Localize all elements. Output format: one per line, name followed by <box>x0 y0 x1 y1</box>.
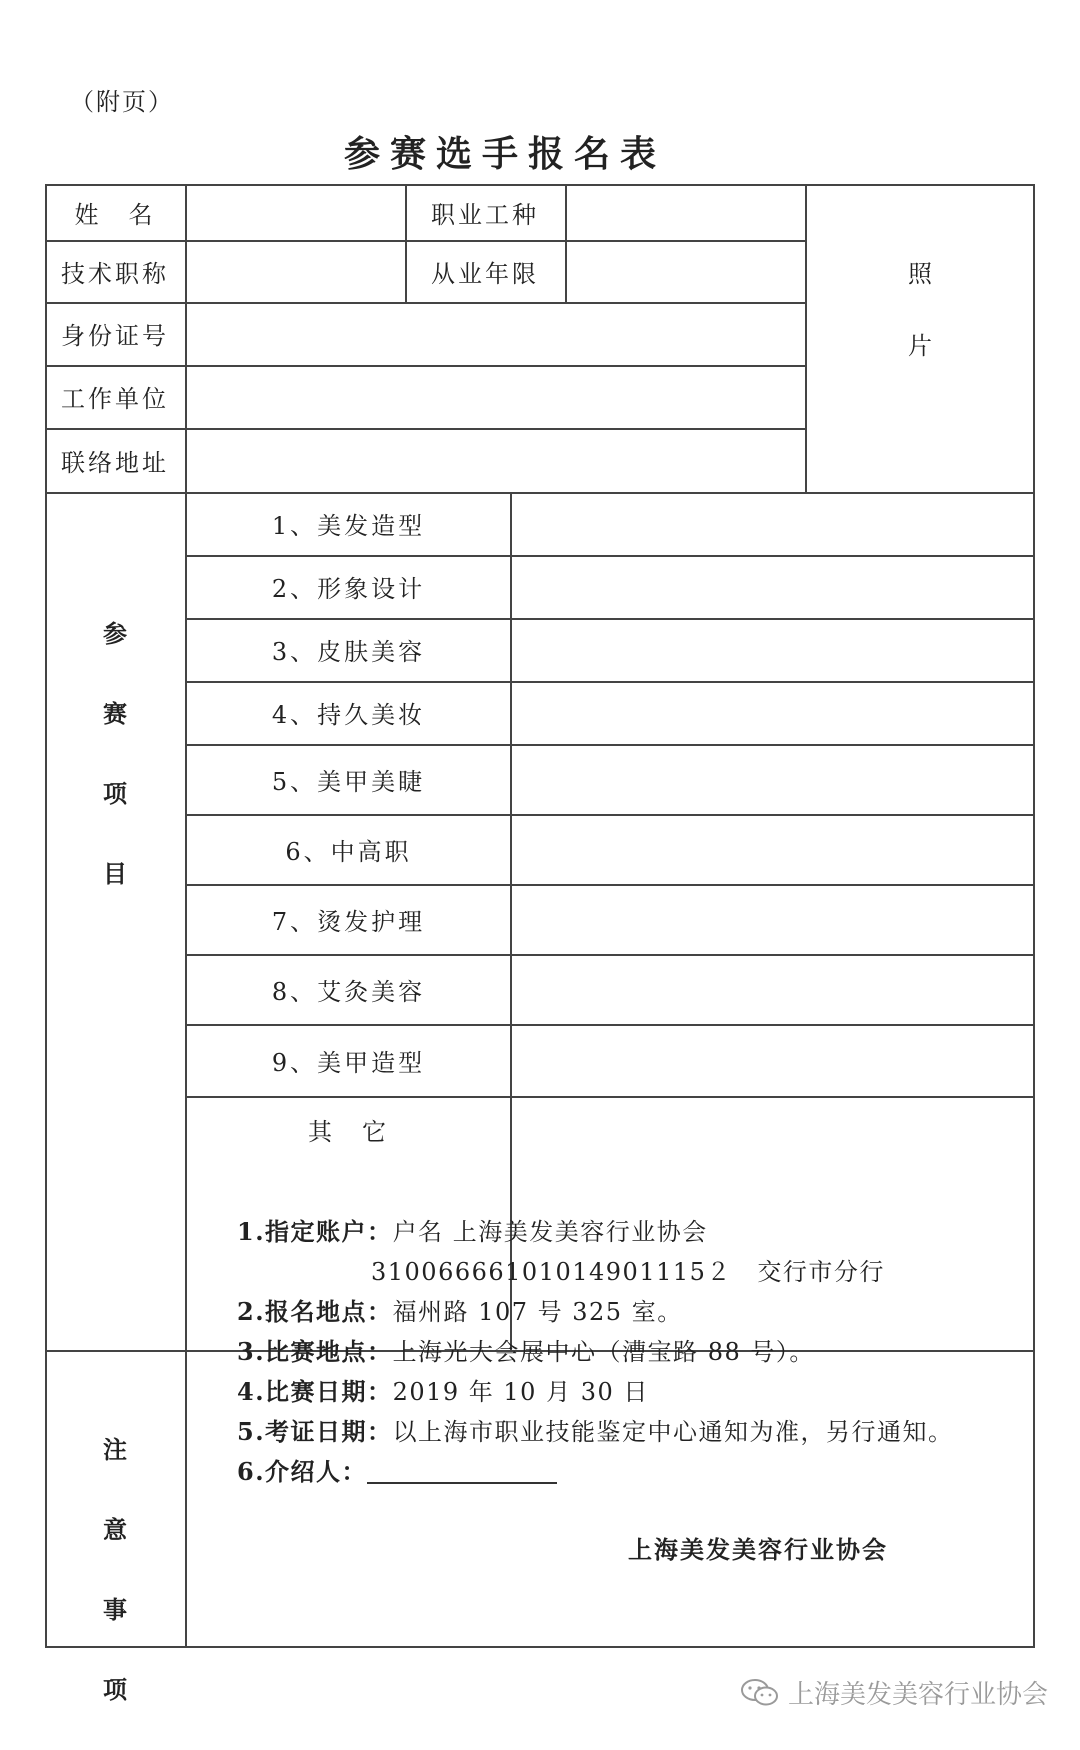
event-item: 1、美发造型 <box>271 512 426 540</box>
event-field[interactable] <box>512 492 1033 555</box>
event-field[interactable] <box>512 681 1033 744</box>
name-field[interactable] <box>187 184 405 240</box>
event-item: 5、美甲美睫 <box>271 767 426 796</box>
event-item: 4、持久美妆 <box>271 701 426 729</box>
note-value: 2019 年 10 月 30 日 <box>392 1378 649 1406</box>
photo-char-2: 片 <box>908 332 932 360</box>
event-field[interactable] <box>512 555 1033 618</box>
events-char: 目 <box>103 859 127 888</box>
form-title: 参赛选手报名表 <box>343 133 666 175</box>
note-value: 以上海市职业技能鉴定中心通知为准，另行通知。 <box>392 1418 954 1446</box>
event-item: 2、形象设计 <box>271 575 426 603</box>
name-label: 姓 名 <box>74 200 156 229</box>
note-value: 上海光大会展中心（漕宝路 88 号）。 <box>392 1338 815 1366</box>
attachment-label: （附页） <box>70 88 174 116</box>
event-field[interactable] <box>512 814 1033 884</box>
work-label: 工作单位 <box>61 385 169 413</box>
event-item: 7、烫发护理 <box>271 907 426 936</box>
note-account: 31006666101014901115２ 交行市分行 <box>371 1258 885 1286</box>
event-item: 3、皮肤美容 <box>271 638 426 666</box>
years-field[interactable] <box>567 240 805 302</box>
events-char: 赛 <box>103 699 127 728</box>
notes-char: 项 <box>103 1675 127 1704</box>
note-key: 6.介绍人： <box>237 1457 368 1486</box>
note-value: 户名 上海美发美容行业协会 <box>392 1218 708 1246</box>
event-item: 9、美甲造型 <box>271 1048 426 1077</box>
photo-char-1: 照 <box>908 260 932 288</box>
referrer-field[interactable] <box>367 1456 557 1484</box>
events-char: 参 <box>103 619 127 648</box>
job-field[interactable] <box>567 184 805 240</box>
event-field[interactable] <box>512 954 1033 1024</box>
note-key: 2.报名地点： <box>237 1297 393 1326</box>
note-key: 4.比赛日期： <box>237 1377 393 1406</box>
event-item: 8、艾灸美容 <box>271 977 426 1006</box>
work-field[interactable] <box>187 365 805 428</box>
photo-box[interactable] <box>807 184 1033 492</box>
title-field[interactable] <box>187 240 405 302</box>
title-label: 技术职称 <box>61 259 169 288</box>
address-field[interactable] <box>187 428 805 492</box>
event-field[interactable] <box>512 1024 1033 1096</box>
notes-char: 事 <box>103 1595 127 1624</box>
event-field[interactable] <box>512 618 1033 681</box>
note-key: 3.比赛地点： <box>237 1337 393 1366</box>
events-char: 项 <box>103 779 127 808</box>
notes-char: 意 <box>103 1515 127 1544</box>
note-key: 5.考证日期： <box>237 1417 393 1446</box>
watermark <box>740 1674 1048 1711</box>
note-key: 1.指定账户： <box>237 1217 393 1246</box>
id-field[interactable] <box>187 302 805 365</box>
event-item: 其 它 <box>308 1117 389 1146</box>
organization-signature: 上海美发美容行业协会 <box>628 1535 888 1564</box>
event-item: 6、中高职 <box>285 837 412 866</box>
address-label: 联络地址 <box>61 448 169 477</box>
notes-char: 注 <box>103 1435 127 1464</box>
events-side-label <box>45 614 185 934</box>
job-label: 职业工种 <box>431 200 539 229</box>
wechat-icon <box>740 1677 780 1709</box>
watermark-text: 上海美发美容行业协会 <box>787 1680 1048 1710</box>
notes-side-label <box>45 1430 185 1750</box>
note-value: 福州路 107 号 325 室。 <box>392 1298 683 1326</box>
event-field[interactable] <box>512 744 1033 814</box>
notes-content <box>237 1212 954 1492</box>
id-label: 身份证号 <box>61 322 169 350</box>
years-label: 从业年限 <box>431 259 539 288</box>
event-field[interactable] <box>512 884 1033 954</box>
